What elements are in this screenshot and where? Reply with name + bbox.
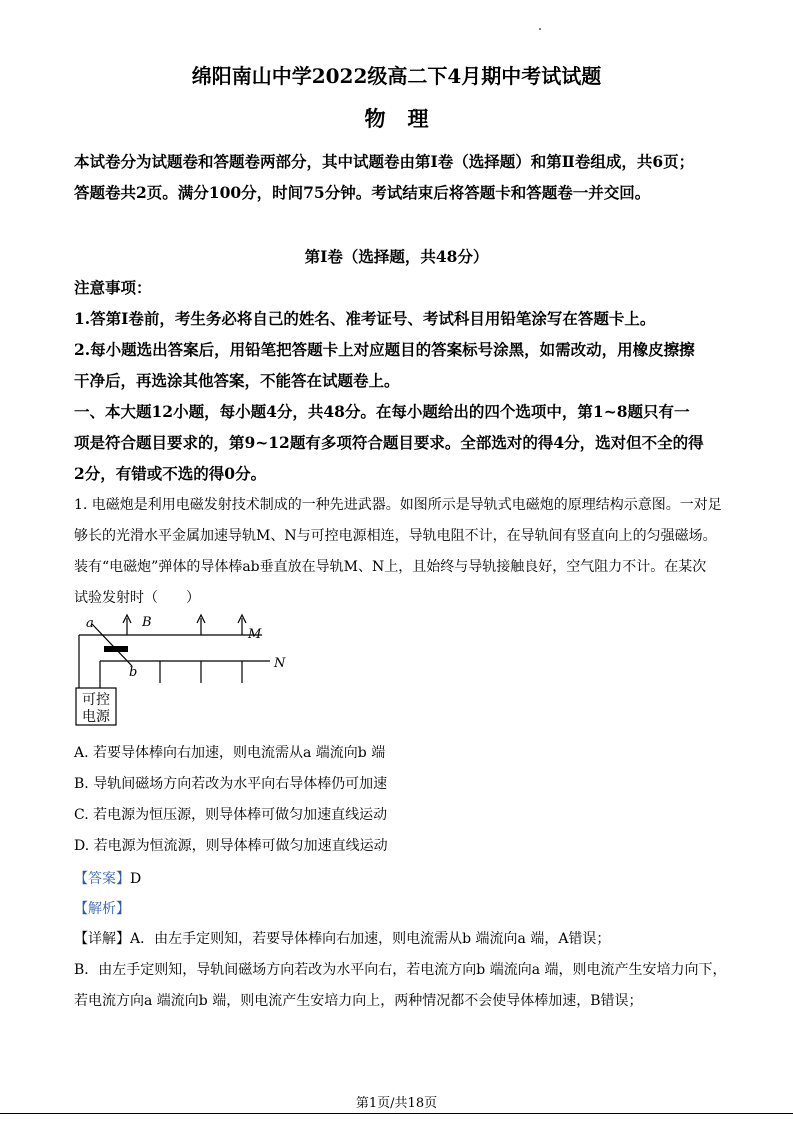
notice-2-line-1: 2.每小题选出答案后，用铅笔把答题卡上对应题目的答案标号涂黑，如需改动，用橡皮擦擦 — [74, 340, 695, 359]
notice-title: 注意事项： — [74, 278, 152, 297]
page-footer: 第1页/共18页 — [355, 1096, 438, 1111]
intro-line-2: 答题卷共2页。满分100分，时间75分钟。考试结束后将答题卡和答题卷一并交回。 — [74, 183, 651, 202]
subject-title: 物理 — [364, 106, 451, 131]
answer-tag: 【答案】 — [74, 871, 130, 887]
detail-line-2: B．由左手定则知，导轨间磁场方向若改为水平向右，若电流方向b 端流向a 端，则电流产生安培力向下， — [74, 962, 727, 978]
answer-value: D — [130, 871, 142, 887]
question1-line-4: 试验发射时（ ） — [74, 590, 200, 606]
detail-line-1 — [74, 928, 610, 948]
conductor-rod — [92, 624, 132, 666]
part1-line-1: 一、本大题12小题，每小题4分，共48分。在每小题给出的四个选项中，第1~8题只有一 — [74, 402, 690, 421]
label-a: a — [86, 616, 94, 631]
railgun-diagram — [70, 610, 300, 728]
source-label-1: 可控 — [82, 692, 110, 708]
analysis-tag: 【解析】 — [74, 901, 130, 917]
section-heading: 第Ⅰ卷（选择题，共48分） — [304, 247, 489, 266]
option-d: D. 若电源为恒流源，则导体棒可做匀加速直线运动 — [74, 838, 388, 854]
page-title: 绵阳南山中学2022级高二下4月期中考试试题 — [191, 64, 602, 88]
label-field-b: B — [142, 615, 152, 630]
detail-tag: 【详解】 — [74, 931, 130, 947]
label-b: b — [129, 665, 138, 680]
detail-line-3: 若电流方向a 端流向b 端，则电流产生安培力向上，两种情况都不会使导体棒加速，B错误； — [74, 993, 643, 1009]
option-b: B. 导轨间磁场方向若改为水平向右导体棒仍可加速 — [74, 776, 388, 792]
scan-dot — [539, 28, 541, 30]
source-label-2: 电源 — [82, 709, 110, 725]
label-m: M — [248, 627, 262, 642]
answer-line — [74, 868, 141, 888]
detail-text-1: A．由左手定则知，若要导体棒向右加速，则电流需从b 端流向a 端，A错误； — [130, 931, 611, 947]
intro-line-1: 本试卷分为试题卷和答题卷两部分，其中试题卷由第Ⅰ卷（选择题）和第Ⅱ卷组成，共6页； — [74, 152, 695, 171]
option-c: C. 若电源为恒压源，则导体棒可做匀加速直线运动 — [74, 807, 388, 823]
notice-1: 1.答第Ⅰ卷前，考生务必将自己的姓名、准考证号、考试科目用铅笔涂写在答题卡上。 — [74, 309, 656, 328]
part1-line-2: 项是符合题目要求的，第9~12题有多项符合题目要求。全部选对的得4分，选对但不全的得 — [74, 433, 704, 452]
question1-line-1: 1. 电磁炮是利用电磁发射技术制成的一种先进武器。如图所示是导轨式电磁炮的原理结构示意图。一对足 — [74, 497, 722, 513]
part1-line-3: 2分，有错或不选的得0分。 — [74, 464, 267, 483]
projectile-block — [104, 646, 128, 652]
option-a: A. 若要导体棒向右加速，则电流需从a 端流向b 端 — [74, 745, 386, 761]
notice-2-line-2: 干净后，再选涂其他答案，不能答在试题卷上。 — [74, 371, 400, 390]
question1-line-3: 装有“电磁炮”弹体的导体棒ab垂直放在导轨M、N上，且始终与导轨接触良好，空气阻力不计。在某次 — [74, 559, 707, 575]
label-n: N — [274, 656, 286, 671]
footer-divider — [0, 1113, 793, 1114]
question1-line-2: 够长的光滑水平金属加速导轨M、N与可控电源相连，导轨电阻不计，在导轨间有竖直向上的匀强磁场。 — [74, 528, 717, 544]
